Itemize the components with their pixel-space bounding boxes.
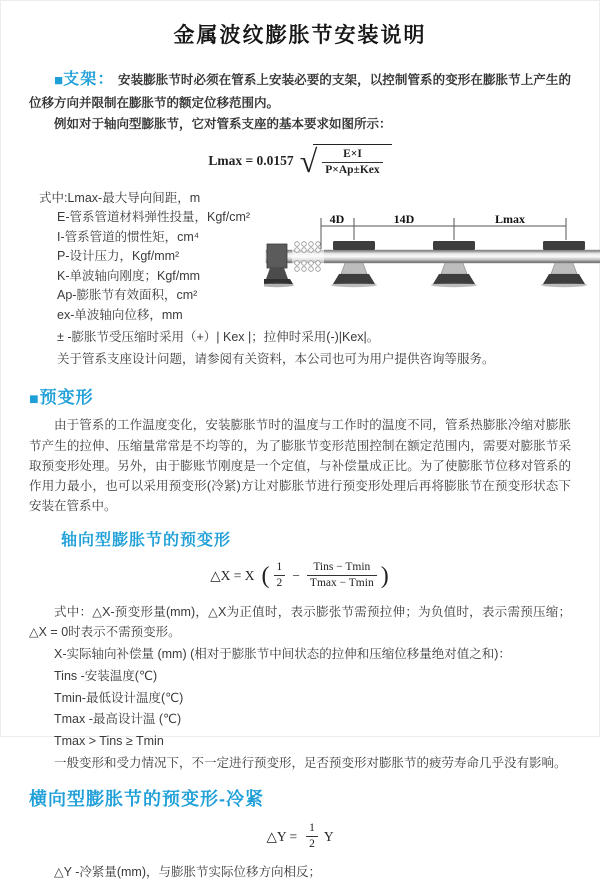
plus-minus-note: ± -膨胀节受压缩时采用（+）| Kex |；拉伸时采用(-)|Kex|。 xyxy=(57,330,380,345)
formula-lmax xyxy=(29,144,571,179)
definition-item: ex-单波轴向位移，mm xyxy=(57,307,183,322)
fraction-numerator: E×I xyxy=(343,147,362,160)
fraction-denominator: 2 xyxy=(306,836,318,853)
fraction-denominator: Tmax − Tmin xyxy=(307,575,377,592)
fraction-numerator: Tins − Tmin xyxy=(313,560,371,573)
pipe-support-diagram xyxy=(264,213,600,309)
sqrt-expression xyxy=(300,144,392,179)
definition-item: 式中:Lmax-最大导向间距，m xyxy=(39,190,201,205)
lateral-dy-definition: △Y -冷紧量(mm)，与膨胀节实际位移方向相反； xyxy=(54,864,322,879)
sqrt-radicand xyxy=(313,144,391,179)
axial-note: 一般变形和受力情况下，不一定进行预变形，足否预变形对膨胀节的疲劳寿命几乎没有影响。 xyxy=(54,755,567,770)
support-intro-paragraph xyxy=(29,67,571,114)
open-paren: ( xyxy=(261,562,270,589)
fraction-numerator: 1 xyxy=(309,821,315,834)
axial-tmax-definition: Tmax -最高设计温 (℃) xyxy=(54,712,182,727)
fraction-numerator: 1 xyxy=(276,560,283,573)
support-intro-text: 安装膨胀节时必须在管系上安装必要的支架，以控制管系的变形在膨胀节上产生的位移方向并限制在膨胀节的额定位移范围内。 xyxy=(29,73,571,111)
consult-note: 关于管系支座设计问题，请参阅有关资料，本公司也可为用户提供咨询等服务。 xyxy=(57,352,495,367)
formula-delta-x xyxy=(29,560,571,592)
page-title: 金属波纹膨胀节安装说明 xyxy=(173,24,427,47)
definition-item: Ap-膨胀节有效面积，cm² xyxy=(57,288,198,303)
minus-sign: − xyxy=(292,567,300,583)
dim-label-4d: 4D xyxy=(329,212,345,226)
subheading-lateral-predeform: 横向型膨胀节的预变形-冷紧 xyxy=(29,788,264,809)
axial-temperature-order: Tmax > Tins ≥ Tmin xyxy=(54,734,164,749)
document-page xyxy=(1,1,599,881)
definitions-and-diagram xyxy=(29,189,571,326)
axial-tins-definition: Tins -安装温度(℃) xyxy=(54,668,158,683)
fraction-half xyxy=(306,821,318,853)
fraction-denominator: 2 xyxy=(274,575,286,592)
dim-label-14d: 14D xyxy=(393,212,415,226)
support-example-text: 例如对于轴向型膨胀节，它对管系支座的基本要求如图所示： xyxy=(54,116,392,131)
fraction-half xyxy=(274,560,286,592)
diagram-container xyxy=(264,213,600,326)
formula-dy-rhs: Y xyxy=(323,828,334,844)
fraction xyxy=(322,147,382,179)
guide-support xyxy=(331,241,377,287)
sqrt-radical-icon: √ xyxy=(299,142,318,179)
symbol-definitions xyxy=(29,189,264,326)
axial-tmin-definition: Tmin-最低设计温度(℃) xyxy=(54,690,184,705)
dim-label-lmax: Lmax xyxy=(495,212,525,226)
predeform-body-paragraph: 由于管系的工作温度变化，安装膨胀节时的温度与工作时的温度不同，管系热膨胀冷缩对膨胀节产生的拉伸、压缩量常常是不均等的，为了膨胀节变形范围控制在额定范围内，需要对膨胀节采取预变形处理。另外，由于膨账节刚度是一个定值，与补偿量成正比。为了使膨胀节位移对管系的作用力最小，也可以采用预变形(冷紧)方让对膨胀节进行预变形处理后再将膨胀节在预变形状态下安装在管系中。 xyxy=(29,418,571,514)
formula-delta-y xyxy=(29,821,571,853)
definition-item: E-管系管道材料弹性投量，Kgf/cm² xyxy=(57,210,251,225)
subheading-axial-predeform: 轴向型膨胀节的预变形 xyxy=(61,531,232,549)
predeform-heading-text: 预变形 xyxy=(39,388,94,408)
axial-x-definition: X-实际轴向补偿量 (mm) (相对于膨胀节中间状态的拉伸和压缩位移量绝对值之和)： xyxy=(54,647,511,662)
axial-desc-paragraph: 式中：△X-预变形量(mm)，△X为正值时，表示膨张节需预拉伸；为负值时，表示需预压缩；△X = 0时表示不需预变形。 xyxy=(29,604,571,639)
formula-lmax-lhs: Lmax = 0.0157 xyxy=(208,153,294,169)
definition-item: I-管系管道的惯性矩，cm⁴ xyxy=(57,229,200,244)
formula-dx-lhs: △X = X xyxy=(210,567,255,583)
guide-support xyxy=(431,241,477,287)
definition-item: P-设计压力，Kgf/mm² xyxy=(57,249,180,264)
definition-item: K-单波轴向刚度；Kgf/mm xyxy=(57,268,201,283)
fraction-temperature xyxy=(307,560,377,592)
section-square-icon: ■ xyxy=(29,391,40,409)
section-title-predeform xyxy=(29,383,571,409)
fraction-denominator: P×Ap±Kex xyxy=(322,162,382,179)
section-title-support: 支架： xyxy=(63,71,115,88)
formula-dy-lhs: △Y = xyxy=(266,828,298,844)
guide-support xyxy=(541,241,587,287)
close-paren: ) xyxy=(380,562,389,589)
section-square-icon: ■ xyxy=(54,72,64,89)
